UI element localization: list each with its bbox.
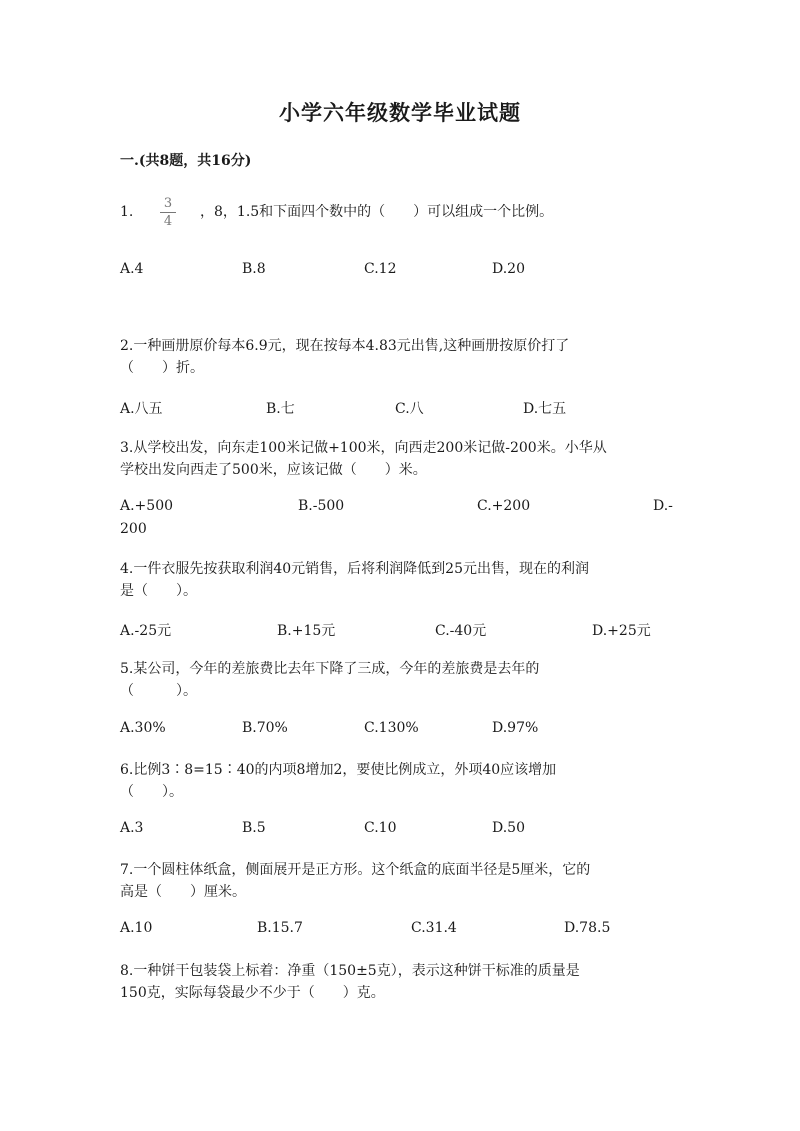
option-c: C.10: [364, 820, 397, 836]
option-b: B.5: [242, 820, 266, 836]
option-a: A.10: [120, 920, 153, 936]
option-d: D.-: [653, 498, 673, 514]
options-row: [120, 261, 680, 283]
page-title: 小学六年级数学毕业试题: [279, 100, 521, 125]
option-d: D.78.5: [564, 920, 611, 936]
question-text-line2: 是（ ）。: [120, 583, 197, 599]
question-text-line1: 7.一个圆柱体纸盒，侧面展开是正方形。这个纸盒的底面半径是5厘米，它的: [120, 862, 591, 878]
fraction-denominator: 4: [163, 214, 173, 229]
option-d: D.50: [492, 820, 525, 836]
option-d: D.七五: [523, 401, 567, 417]
options-row: [120, 498, 680, 520]
fraction: [160, 196, 176, 229]
fraction-numerator: 3: [163, 196, 173, 211]
question-text-line1: 6.比例3∶8=15∶40的内项8增加2，要使比例成立，外项40应该增加: [120, 762, 557, 778]
question-text-line2: （ ）。: [120, 784, 183, 800]
option-a: A.八五: [120, 401, 163, 417]
option-d: D.97%: [492, 720, 539, 736]
question-text-line2: （ ）折。: [120, 360, 204, 376]
option-b: B.70%: [242, 720, 288, 736]
options-row: [120, 920, 680, 942]
option-b: B.8: [242, 261, 266, 277]
options-row: [120, 720, 680, 742]
question-number: 1.: [120, 204, 134, 220]
question-text: ，8，1.5和下面四个数中的（ ）可以组成一个比例。: [200, 204, 554, 220]
option-b: B.15.7: [257, 920, 303, 936]
question-text-line2: （ ）。: [120, 683, 197, 699]
option-b: B.+15元: [277, 623, 336, 639]
option-d: D.+25元: [592, 623, 651, 639]
option-c: C.12: [364, 261, 397, 277]
option-a: A.30%: [120, 720, 166, 736]
option-d-wrap: 200: [120, 521, 147, 537]
question-text-line1: 4.一件衣服先按获取利润40元销售，后将利润降低到25元出售，现在的利润: [120, 561, 589, 577]
question-text-line2: 150克，实际每袋最少不少于（ ）克。: [120, 985, 385, 1001]
option-c: C.-40元: [435, 623, 487, 639]
question-text-line1: 3.从学校出发，向东走100米记做+100米，向西走200米记做-200米。小华从: [120, 440, 607, 456]
options-row: [120, 820, 680, 842]
question-text-line1: 2.一种画册原价每本6.9元，现在按每本4.83元出售,这种画册按原价打了: [120, 338, 570, 354]
section-heading: 一.(共8题，共16分): [120, 153, 252, 169]
option-c: C.31.4: [411, 920, 457, 936]
question-text-line1: 5.某公司，今年的差旅费比去年下降了三成，今年的差旅费是去年的: [120, 661, 540, 677]
option-c: C.130%: [364, 720, 419, 736]
question-text-line1: 8.一种饼干包装袋上标着：净重（150±5克），表示这种饼干标准的质量是: [120, 963, 580, 979]
option-a: A.-25元: [120, 623, 172, 639]
question-text-line2: 学校出发向西走了500米，应该记做（ ）米。: [120, 462, 427, 478]
option-a: A.+500: [120, 498, 174, 514]
option-a: A.4: [120, 261, 144, 277]
fraction-bar: [160, 212, 176, 213]
option-d: D.20: [492, 261, 525, 277]
option-b: B.七: [266, 401, 295, 417]
option-a: A.3: [120, 820, 144, 836]
options-row: [120, 620, 680, 642]
option-b: B.-500: [298, 498, 345, 514]
option-c: C.+200: [477, 498, 531, 514]
question-text-line2: 高是（ ）厘米。: [120, 884, 246, 900]
options-row: [120, 398, 680, 420]
option-c: C.八: [395, 401, 424, 417]
